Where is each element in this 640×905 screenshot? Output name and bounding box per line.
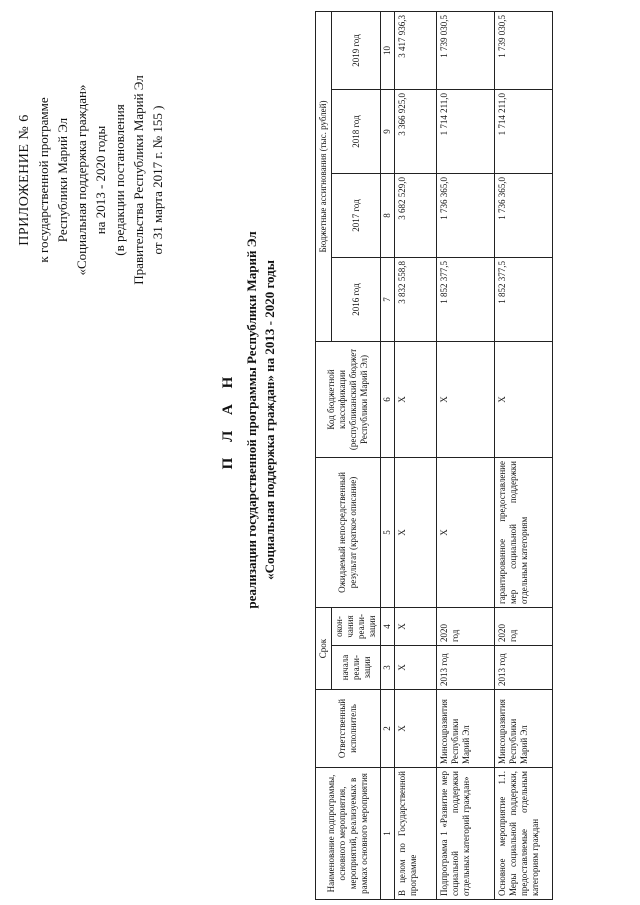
column-number: 5 [381, 458, 395, 608]
row-y2018: 1 714 211,0 [437, 90, 495, 174]
row-name: Подпрограмма 1 «Развитие мер социальной поддержки отдельных категорий граждан» [437, 768, 495, 900]
appendix-line: к государственной программе [36, 97, 51, 263]
appendix-title: ПРИЛОЖЕНИЕ № 6 [17, 114, 32, 246]
plan-heading: П Л А Н [220, 370, 236, 470]
appendix-line: Республики Марий Эл [55, 117, 70, 243]
row-end: Х [395, 608, 437, 646]
appendix-block [15, 20, 167, 340]
column-number: 9 [381, 90, 395, 174]
row-end: 2020 год [495, 608, 553, 646]
row-y2019: 1 739 030,5 [495, 12, 553, 90]
row-code: Х [395, 342, 437, 458]
column-number: 3 [381, 646, 395, 690]
row-y2019: 3 417 936,3 [395, 12, 437, 90]
table-row [395, 12, 437, 900]
plan-subtitle-2: «Социальная поддержка граждан» на 2013 - 2020 годы [262, 260, 277, 580]
row-name: В целом по Государственной программе [395, 768, 437, 900]
header-name: Наименование подпрограммы, основного мероприятия, мероприятий, реализуемых в рамках основного мероприятия [316, 768, 381, 900]
row-end: 2020 год [437, 608, 495, 646]
column-number: 4 [381, 608, 395, 646]
rotated-page [5, 10, 635, 900]
column-number: 6 [381, 342, 395, 458]
row-start: Х [395, 646, 437, 690]
plan-table [315, 11, 553, 900]
row-result: гарантированное предоставление мер социальной поддержки отдельным категориям [495, 458, 553, 608]
row-code: Х [437, 342, 495, 458]
header-executor: Ответственный исполнитель [316, 690, 381, 768]
row-y2018: 3 366 925,0 [395, 90, 437, 174]
appendix-line: «Социальная поддержка граждан» [74, 84, 89, 276]
header-term-start: начала реали-зации [332, 646, 381, 690]
row-y2017: 3 682 529,0 [395, 174, 437, 258]
row-y2019: 1 739 030,5 [437, 12, 495, 90]
column-number-row [381, 12, 395, 900]
table-row [437, 12, 495, 900]
header-term: Срок [316, 608, 332, 690]
table-row [495, 12, 553, 900]
row-y2017: 1 736 365,0 [437, 174, 495, 258]
row-y2018: 1 714 211,0 [495, 90, 553, 174]
column-number: 1 [381, 768, 395, 900]
appendix-line: Правительства Республики Марий Эл [131, 75, 146, 285]
row-name: Основное мероприятие 1.1. Меры социальной поддержки, предоставляемые отдельным категориям граждан [495, 768, 553, 900]
header-budget: Бюджетные ассигнования (тыс. рублей) [316, 12, 332, 342]
column-number: 10 [381, 12, 395, 90]
row-executor: Минсоцразвития Республики Марий Эл [495, 690, 553, 768]
plan-subtitle-1: реализации государственной программы Республики Марий Эл [244, 231, 259, 609]
appendix-line: от 31 марта 2017 г. № 155 ) [150, 105, 165, 255]
header-term-end: окон-чания реали-зации [332, 608, 381, 646]
column-number: 2 [381, 690, 395, 768]
row-result: Х [437, 458, 495, 608]
header-year-2016: 2016 год [332, 258, 381, 342]
row-y2016: 1 852 377,5 [495, 258, 553, 342]
row-code: Х [495, 342, 553, 458]
header-year-2019: 2019 год [332, 12, 381, 90]
row-result: Х [395, 458, 437, 608]
column-number: 7 [381, 258, 395, 342]
appendix-line: (в редакции постановления [112, 104, 127, 256]
row-executor: Минсоцразвития Республики Марий Эл [437, 690, 495, 768]
row-y2016: 3 832 558,8 [395, 258, 437, 342]
row-start: 2013 год [495, 646, 553, 690]
header-year-2018: 2018 год [332, 90, 381, 174]
header-code: Код бюджетной классификации (республиканский бюджет Республики Марий Эл) [316, 342, 381, 458]
appendix-line: на 2013 - 2020 годы [93, 125, 108, 235]
row-y2016: 1 852 377,5 [437, 258, 495, 342]
row-y2017: 1 736 365,0 [495, 174, 553, 258]
row-start: 2013 год [437, 646, 495, 690]
header-year-2017: 2017 год [332, 174, 381, 258]
column-number: 8 [381, 174, 395, 258]
plan-title-block [220, 140, 279, 700]
row-executor: Х [395, 690, 437, 768]
header-result: Ожидаемый непосредственный результат (краткое описание) [316, 458, 381, 608]
